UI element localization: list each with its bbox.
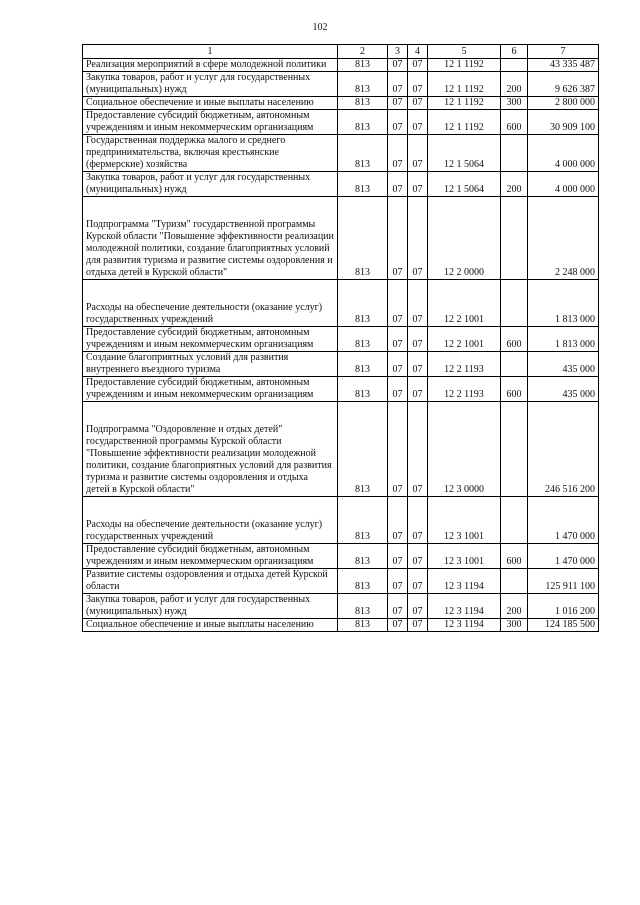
table-row	[83, 594, 599, 619]
budget-table	[82, 44, 599, 632]
row-amount: 9 626 387	[528, 72, 599, 97]
table-row	[83, 377, 599, 402]
row-name: Расходы на обеспечение деятельности (оказание услуг) государственных учреждений	[83, 497, 338, 544]
row-admin-code: 813	[338, 402, 388, 497]
row-admin-code: 813	[338, 97, 388, 110]
row-admin-code: 813	[338, 377, 388, 402]
table-row	[83, 544, 599, 569]
row-expense-type: 600	[501, 110, 528, 135]
row-name: Развитие системы оздоровления и отдыха детей Курской области	[83, 569, 338, 594]
row-section: 07	[388, 97, 408, 110]
row-subsection: 07	[408, 569, 428, 594]
row-admin-code: 813	[338, 110, 388, 135]
row-section: 07	[388, 352, 408, 377]
row-amount: 125 911 100	[528, 569, 599, 594]
row-target-article: 12 1 5064	[428, 135, 501, 172]
row-section: 07	[388, 594, 408, 619]
row-subsection: 07	[408, 497, 428, 544]
row-expense-type	[501, 497, 528, 544]
table-row	[83, 197, 599, 280]
row-section: 07	[388, 72, 408, 97]
row-name: Государственная поддержка малого и среднего предпринимательства, включая крестьянские (фермерские) хозяйства	[83, 135, 338, 172]
row-amount: 246 516 200	[528, 402, 599, 497]
row-subsection: 07	[408, 172, 428, 197]
row-amount: 2 248 000	[528, 197, 599, 280]
row-admin-code: 813	[338, 172, 388, 197]
row-subsection: 07	[408, 59, 428, 72]
table-row	[83, 110, 599, 135]
row-expense-type: 300	[501, 619, 528, 632]
table-row	[83, 352, 599, 377]
header-col-6: 6	[501, 45, 528, 59]
row-target-article: 12 3 0000	[428, 402, 501, 497]
row-section: 07	[388, 497, 408, 544]
row-expense-type	[501, 197, 528, 280]
row-amount: 435 000	[528, 352, 599, 377]
table-body	[83, 59, 599, 632]
row-amount: 30 909 100	[528, 110, 599, 135]
row-section: 07	[388, 172, 408, 197]
row-target-article: 12 3 1194	[428, 619, 501, 632]
row-target-article: 12 1 1192	[428, 72, 501, 97]
row-section: 07	[388, 544, 408, 569]
row-target-article: 12 2 0000	[428, 197, 501, 280]
table-row	[83, 402, 599, 497]
row-subsection: 07	[408, 135, 428, 172]
row-admin-code: 813	[338, 352, 388, 377]
row-admin-code: 813	[338, 280, 388, 327]
header-col-3: 3	[388, 45, 408, 59]
header-col-2: 2	[338, 45, 388, 59]
row-section: 07	[388, 59, 408, 72]
row-name: Закупка товаров, работ и услуг для государственных (муниципальных) нужд	[83, 72, 338, 97]
row-section: 07	[388, 110, 408, 135]
table-row	[83, 72, 599, 97]
table-row	[83, 172, 599, 197]
row-subsection: 07	[408, 352, 428, 377]
row-name: Реализация мероприятий в сфере молодежной политики	[83, 59, 338, 72]
row-admin-code: 813	[338, 72, 388, 97]
row-target-article: 12 1 1192	[428, 59, 501, 72]
row-name: Расходы на обеспечение деятельности (оказание услуг) государственных учреждений	[83, 280, 338, 327]
row-name: Предоставление субсидий бюджетным, автономным учреждениям и иным некоммерческим организациям	[83, 110, 338, 135]
row-expense-type	[501, 59, 528, 72]
row-expense-type: 600	[501, 377, 528, 402]
row-section: 07	[388, 402, 408, 497]
row-admin-code: 813	[338, 197, 388, 280]
row-amount: 4 000 000	[528, 172, 599, 197]
row-section: 07	[388, 619, 408, 632]
row-section: 07	[388, 327, 408, 352]
row-expense-type	[501, 402, 528, 497]
row-subsection: 07	[408, 402, 428, 497]
row-admin-code: 813	[338, 594, 388, 619]
row-name: Предоставление субсидий бюджетным, автономным учреждениям и иным некоммерческим организациям	[83, 377, 338, 402]
row-admin-code: 813	[338, 135, 388, 172]
header-row	[83, 45, 599, 59]
row-section: 07	[388, 377, 408, 402]
row-section: 07	[388, 569, 408, 594]
row-amount: 1 470 000	[528, 544, 599, 569]
row-subsection: 07	[408, 327, 428, 352]
row-target-article: 12 2 1001	[428, 327, 501, 352]
row-target-article: 12 1 1192	[428, 97, 501, 110]
row-name: Предоставление субсидий бюджетным, автономным учреждениям и иным некоммерческим организациям	[83, 544, 338, 569]
row-expense-type: 200	[501, 594, 528, 619]
row-target-article: 12 2 1001	[428, 280, 501, 327]
row-name: Подпрограмма "Туризм" государственной программы Курской области "Повышение эффективности реализации молодежной политики, создание благоприятных условий для развития туризма и развитие системы оздоровления и отдыха детей в Курской области"	[83, 197, 338, 280]
row-section: 07	[388, 280, 408, 327]
header-col-7: 7	[528, 45, 599, 59]
row-expense-type	[501, 352, 528, 377]
row-name: Закупка товаров, работ и услуг для государственных (муниципальных) нужд	[83, 172, 338, 197]
table-row	[83, 59, 599, 72]
row-expense-type	[501, 280, 528, 327]
table-row	[83, 619, 599, 632]
row-admin-code: 813	[338, 544, 388, 569]
row-amount: 1 813 000	[528, 327, 599, 352]
row-subsection: 07	[408, 594, 428, 619]
row-section: 07	[388, 197, 408, 280]
row-expense-type: 600	[501, 544, 528, 569]
row-amount: 43 335 487	[528, 59, 599, 72]
row-name: Закупка товаров, работ и услуг для государственных (муниципальных) нужд	[83, 594, 338, 619]
row-name: Предоставление субсидий бюджетным, автономным учреждениям и иным некоммерческим организациям	[83, 327, 338, 352]
row-target-article: 12 1 5064	[428, 172, 501, 197]
row-admin-code: 813	[338, 327, 388, 352]
row-expense-type: 200	[501, 72, 528, 97]
row-target-article: 12 1 1192	[428, 110, 501, 135]
row-amount: 1 016 200	[528, 594, 599, 619]
header-col-5: 5	[428, 45, 501, 59]
row-name: Социальное обеспечение и иные выплаты населению	[83, 619, 338, 632]
row-amount: 1 470 000	[528, 497, 599, 544]
row-subsection: 07	[408, 97, 428, 110]
row-amount: 124 185 500	[528, 619, 599, 632]
row-target-article: 12 3 1194	[428, 594, 501, 619]
table-row	[83, 280, 599, 327]
row-section: 07	[388, 135, 408, 172]
row-expense-type: 200	[501, 172, 528, 197]
row-target-article: 12 3 1001	[428, 497, 501, 544]
row-target-article: 12 2 1193	[428, 377, 501, 402]
table-row	[83, 569, 599, 594]
row-subsection: 07	[408, 110, 428, 135]
table-row	[83, 327, 599, 352]
row-name: Социальное обеспечение и иные выплаты населению	[83, 97, 338, 110]
row-target-article: 12 2 1193	[428, 352, 501, 377]
row-expense-type: 600	[501, 327, 528, 352]
header-col-1: 1	[83, 45, 338, 59]
page-number: 102	[312, 22, 328, 33]
row-amount: 1 813 000	[528, 280, 599, 327]
table-row	[83, 497, 599, 544]
table-row	[83, 135, 599, 172]
row-amount: 2 800 000	[528, 97, 599, 110]
row-admin-code: 813	[338, 497, 388, 544]
row-expense-type: 300	[501, 97, 528, 110]
row-amount: 435 000	[528, 377, 599, 402]
table-row	[83, 97, 599, 110]
row-subsection: 07	[408, 280, 428, 327]
row-name: Подпрограмма "Оздоровление и отдых детей" государственной программы Курской области "Повышение эффективности реализации молодежной политики, создание благоприятных условий для развития туризма и развитие системы оздоровления и отдыха детей в Курской области"	[83, 402, 338, 497]
row-expense-type	[501, 135, 528, 172]
row-subsection: 07	[408, 197, 428, 280]
row-target-article: 12 3 1001	[428, 544, 501, 569]
row-admin-code: 813	[338, 59, 388, 72]
row-subsection: 07	[408, 619, 428, 632]
row-expense-type	[501, 569, 528, 594]
row-subsection: 07	[408, 377, 428, 402]
row-name: Создание благоприятных условий для развития внутреннего въездного туризма	[83, 352, 338, 377]
row-admin-code: 813	[338, 619, 388, 632]
row-subsection: 07	[408, 72, 428, 97]
header-col-4: 4	[408, 45, 428, 59]
row-amount: 4 000 000	[528, 135, 599, 172]
row-subsection: 07	[408, 544, 428, 569]
row-target-article: 12 3 1194	[428, 569, 501, 594]
row-admin-code: 813	[338, 569, 388, 594]
